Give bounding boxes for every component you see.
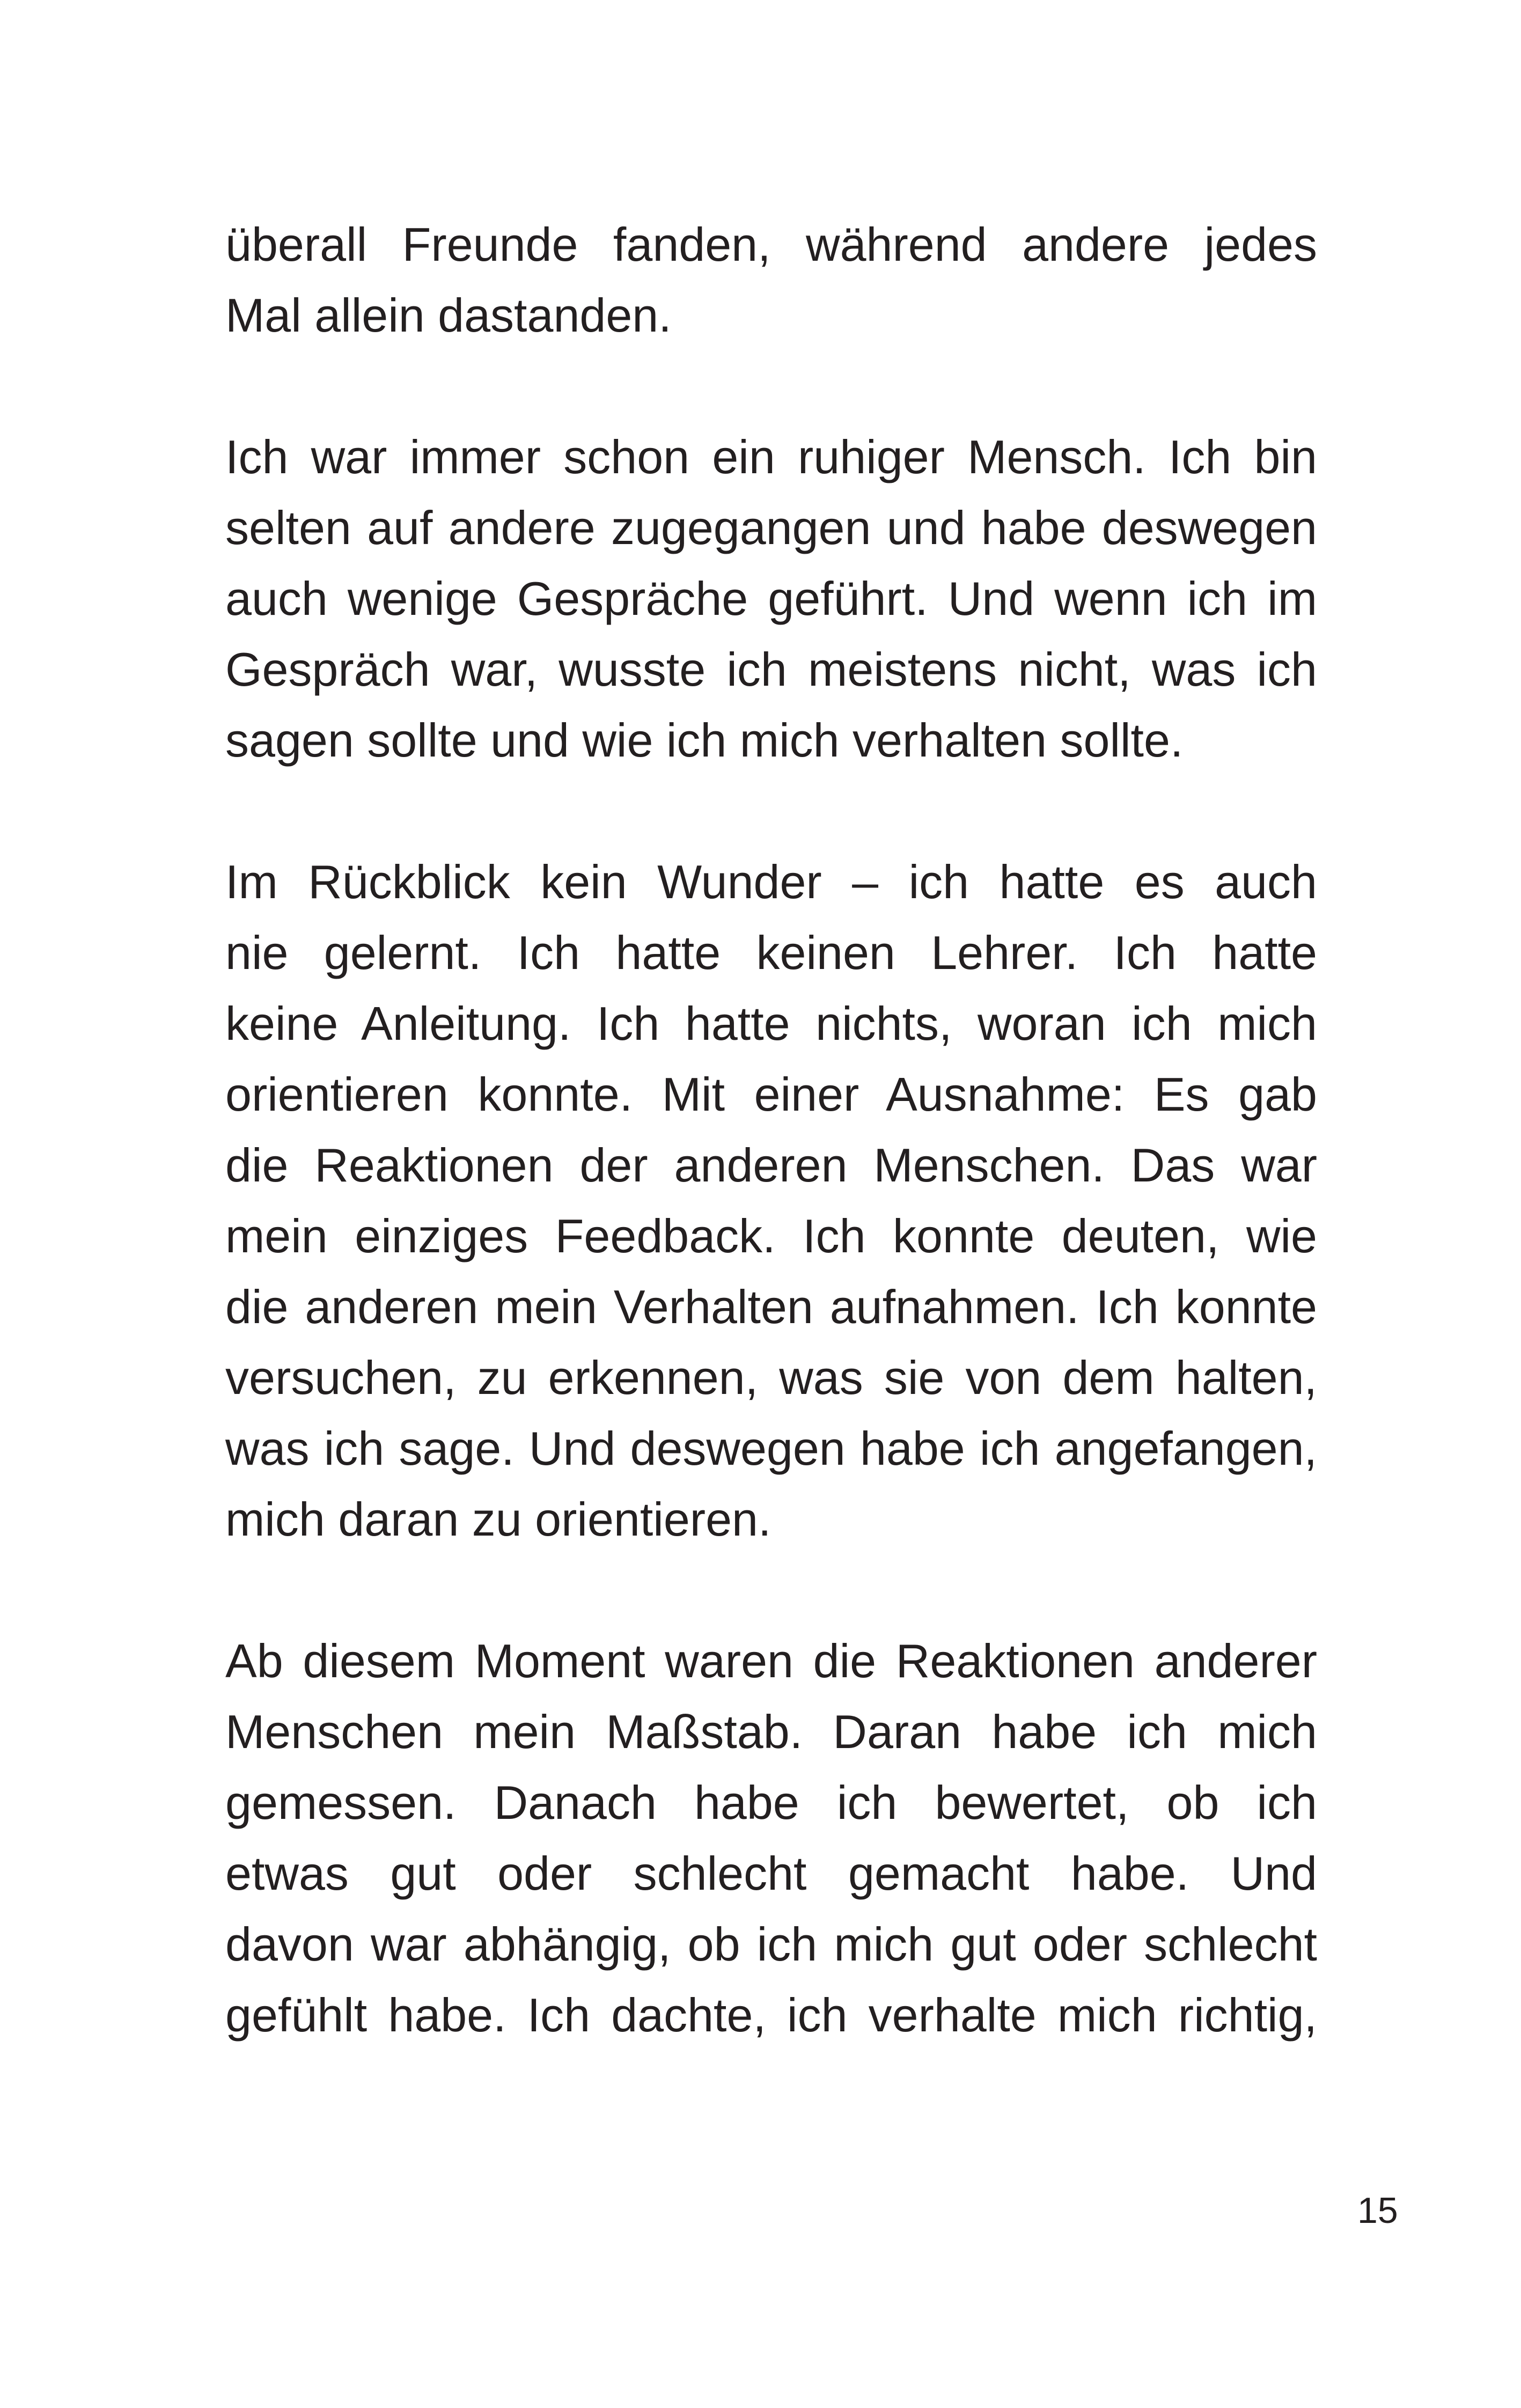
text-line: Gespräch war, wusste ich meistens nicht, was ich (225, 643, 1317, 696)
paragraph-2 (225, 422, 1317, 776)
text-line: selten auf andere zugegangen und habe deswegen (225, 501, 1317, 554)
text-line: gemessen. Danach habe ich bewertet, ob ich (225, 1776, 1317, 1829)
text-line: keine Anleitung. Ich hatte nichts, woran ich mich (225, 997, 1317, 1050)
text-line: Menschen mein Maßstab. Daran habe ich mich (225, 1705, 1317, 1758)
text-line: überall Freunde fanden, während andere jedes (225, 218, 1317, 271)
paragraph-1 (225, 209, 1317, 351)
page-number: 15 (1357, 2190, 1398, 2231)
text-line: Ich war immer schon ein ruhiger Mensch. Ich bin (225, 430, 1317, 483)
text-line: etwas gut oder schlecht gemacht habe. Und (225, 1847, 1317, 1900)
text-line: versuchen, zu erkennen, was sie von dem halten, (225, 1351, 1317, 1404)
text-line: was ich sage. Und deswegen habe ich angefangen, (225, 1422, 1317, 1475)
text-line: orientieren konnte. Mit einer Ausnahme: Es gab (225, 1068, 1317, 1121)
text-line: die Reaktionen der anderen Menschen. Das war (225, 1139, 1317, 1192)
paragraph-3 (225, 847, 1317, 1555)
paragraph-4 (225, 1626, 1317, 2051)
text-line: Im Rückblick kein Wunder – ich hatte es auch (225, 855, 1317, 908)
text-line: nie gelernt. Ich hatte keinen Lehrer. Ich hatte (225, 926, 1317, 979)
text-line: gefühlt habe. Ich dachte, ich verhalte mich richtig, (225, 1988, 1317, 2042)
text-line: mich daran zu orientieren. (225, 1493, 771, 1546)
text-line: davon war abhängig, ob ich mich gut oder schlecht (225, 1918, 1317, 1971)
text-line: mein einziges Feedback. Ich konnte deuten, wie (225, 1209, 1317, 1262)
body-text (225, 209, 1317, 2121)
text-line: die anderen mein Verhalten aufnahmen. Ich konnte (225, 1280, 1317, 1333)
text-line: Ab diesem Moment waren die Reaktionen anderer (225, 1634, 1317, 1687)
text-line: auch wenige Gespräche geführt. Und wenn ich im (225, 572, 1317, 625)
text-line: Mal allein dastanden. (225, 289, 672, 342)
text-line: sagen sollte und wie ich mich verhalten sollte. (225, 714, 1184, 767)
